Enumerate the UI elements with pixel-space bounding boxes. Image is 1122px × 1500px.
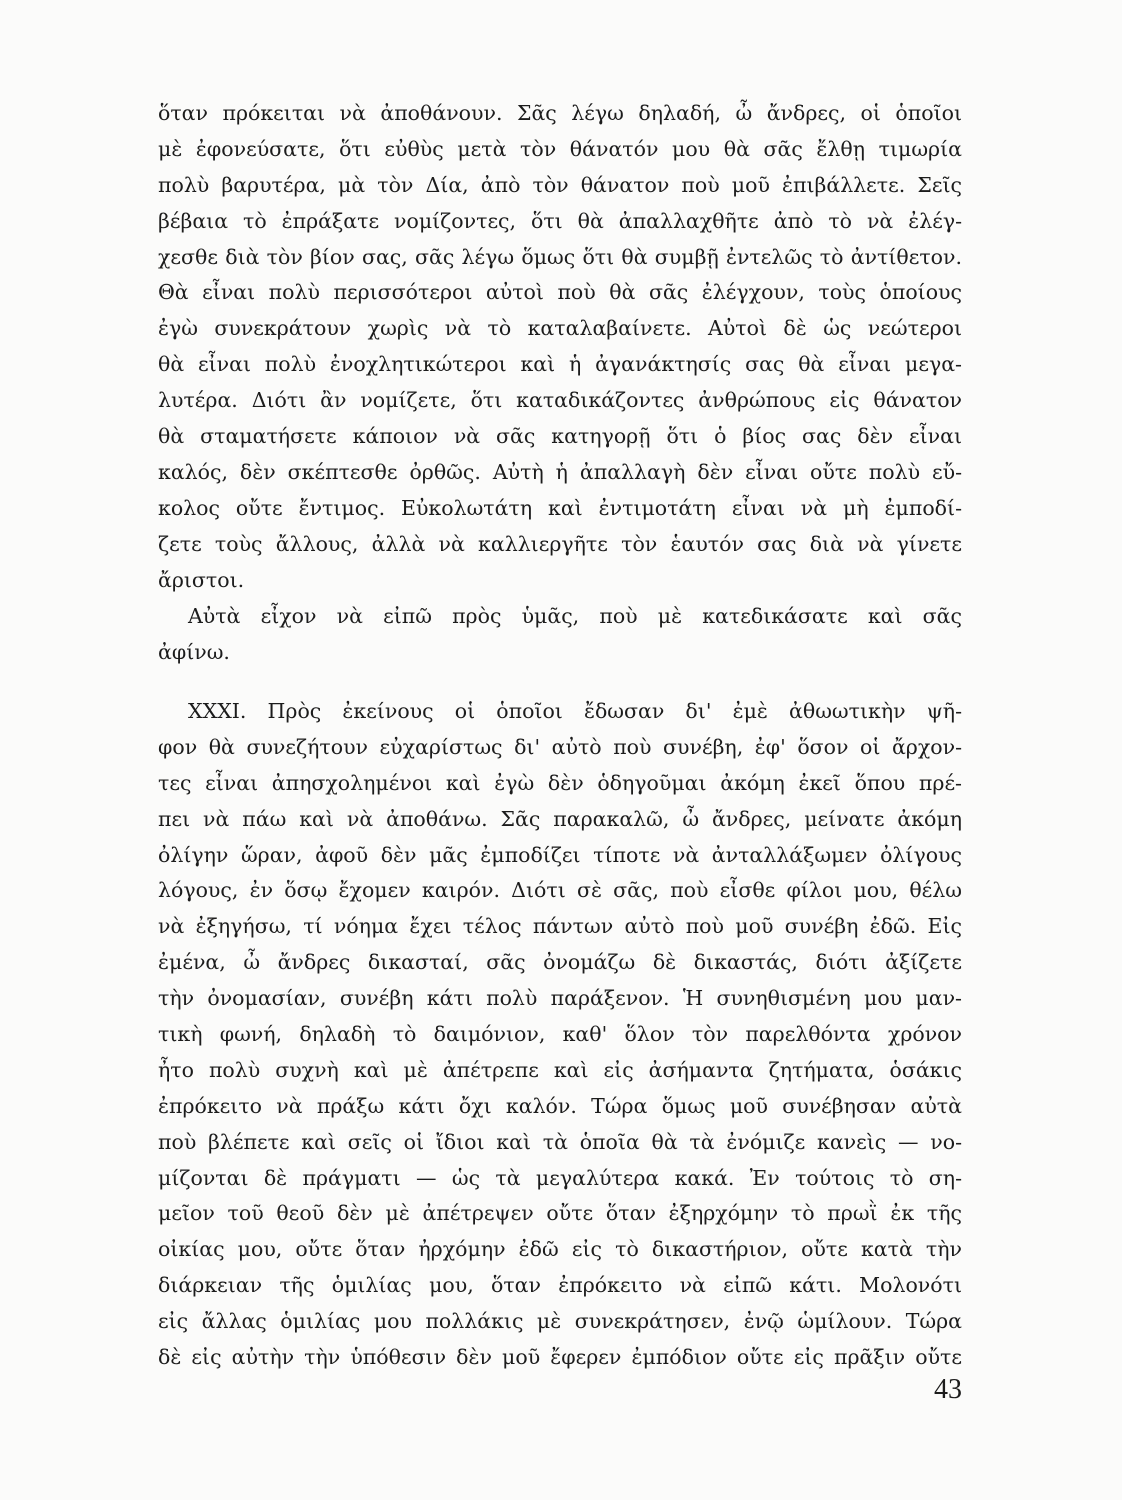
- paragraph-1: [158, 96, 962, 598]
- text-line: Θὰ εἶναι πολὺ περισσότεροι αὐτοὶ ποὺ θὰ σᾶς ἐλέγχουν, τοὺς ὁποίους: [158, 280, 962, 305]
- text-line: κολος οὔτε ἔντιμος. Εὐκολωτάτη καὶ ἐντιμοτάτη εἶναι νὰ μὴ ἐμποδί-: [158, 495, 962, 520]
- text-line: πει νὰ πάω καὶ νὰ ἀποθάνω. Σᾶς παρακαλῶ, ὦ ἄνδρες, μείνατε ἀκόμη: [158, 806, 962, 831]
- text-line: ὀλίγην ὥραν, ἀφοῦ δὲν μᾶς ἐμποδίζει τίποτε νὰ ἀνταλλάξωμεν ὀλίγους: [158, 842, 962, 867]
- text-line: λυτέρα. Διότι ἂν νομίζετε, ὅτι καταδικάζοντες ἀνθρώπους εἰς θάνατον: [158, 388, 962, 413]
- text-line: ἐγὼ συνεκράτουν χωρὶς νὰ τὸ καταλαβαίνετε. Αὐτοὶ δὲ ὡς νεώτεροι: [158, 316, 962, 341]
- text-line: οἰκίας μου, οὔτε ὅταν ἠρχόμην ἐδῶ εἰς τὸ δικαστήριον, οὔτε κατὰ τὴν: [158, 1237, 962, 1262]
- page-number: 43: [934, 1374, 962, 1405]
- text-line: ἐμένα, ὦ ἄνδρες δικασταί, σᾶς ὀνομάζω δὲ δικαστάς, διότι ἀξίζετε: [158, 950, 962, 975]
- text-line: χεσθε διὰ τὸν βίον σας, σᾶς λέγω ὅμως ὅτι θὰ συμβῇ ἐντελῶς τὸ ἀντίθετον.: [158, 244, 962, 269]
- text-line: νὰ ἐξηγήσω, τί νόημα ἔχει τέλος πάντων αὐτὸ ποὺ μοῦ συνέβη ἐδῶ. Εἰς: [158, 914, 962, 939]
- text-line: τες εἶναι ἀπησχολημένοι καὶ ἐγὼ δὲν ὁδηγοῦμαι ἀκόμη ἐκεῖ ὅπου πρέ-: [158, 770, 962, 795]
- text-line: θὰ εἶναι πολὺ ἐνοχλητικώτεροι καὶ ἡ ἀγανάκτησίς σας θὰ εἶναι μεγα-: [158, 352, 962, 377]
- text-line: ζετε τοὺς ἄλλους, ἀλλὰ νὰ καλλιεργῆτε τὸν ἑαυτόν σας διὰ νὰ γίνετε: [158, 531, 962, 556]
- text-line: διάρκειαν τῆς ὁμιλίας μου, ὅταν ἐπρόκειτο νὰ εἰπῶ κάτι. Μολονότι: [158, 1273, 962, 1298]
- text-line: καλός, δὲν σκέπτεσθε ὀρθῶς. Αὐτὴ ἡ ἀπαλλαγὴ δὲν εἶναι οὔτε πολὺ εὔ-: [158, 459, 962, 484]
- text-line: μίζονται δὲ πράγματι — ὡς τὰ μεγαλύτερα κακά. Ἐν τούτοις τὸ ση-: [158, 1165, 962, 1190]
- text-line: πολὺ βαρυτέρα, μὰ τὸν Δία, ἀπὸ τὸν θάνατον ποὺ μοῦ ἐπιβάλλετε. Σεῖς: [158, 172, 962, 197]
- text-line: ἄριστοι.: [158, 567, 245, 592]
- paragraph-3: [158, 694, 962, 1376]
- text-line: εἰς ἄλλας ὁμιλίας μου πολλάκις μὲ συνεκράτησεν, ἐνῷ ὡμίλουν. Τώρα: [158, 1309, 962, 1334]
- text-line: XXXI. Πρὸς ἐκείνους οἱ ὁποῖοι ἔδωσαν δι' ἐμὲ ἀθωωτικὴν ψῆ-: [188, 699, 962, 723]
- text-line: λόγους, ἐν ὅσῳ ἔχομεν καιρόν. Διότι σὲ σᾶς, ποὺ εἶσθε φίλοι μου, θέλω: [158, 878, 962, 903]
- text-line: ὅταν πρόκειται νὰ ἀποθάνουν. Σᾶς λέγω δηλαδή, ὦ ἄνδρες, οἱ ὁποῖοι: [158, 101, 962, 125]
- text-line: ποὺ βλέπετε καὶ σεῖς οἱ ἴδιοι καὶ τὰ ὁποῖα θὰ τὰ ἐνόμιζε κανεὶς — νο-: [158, 1129, 962, 1154]
- text-line: Αὐτὰ εἶχον νὰ εἰπῶ πρὸς ὑμᾶς, ποὺ μὲ κατεδικάσατε καὶ σᾶς: [188, 604, 962, 628]
- text-line: μὲ ἐφονεύσατε, ὅτι εὐθὺς μετὰ τὸν θάνατόν μου θὰ σᾶς ἔλθῃ τιμωρία: [158, 136, 962, 161]
- text-line: μεῖον τοῦ θεοῦ δὲν μὲ ἀπέτρεψεν οὔτε ὅταν ἐξηρχόμην τὸ πρωῒ ἐκ τῆς: [158, 1201, 962, 1226]
- text-line: τικὴ φωνή, δηλαδὴ τὸ δαιμόνιον, καθ' ὅλον τὸν παρελθόντα χρόνον: [158, 1022, 962, 1047]
- text-line: ἐπρόκειτο νὰ πράξω κάτι ὄχι καλόν. Τώρα ὅμως μοῦ συνέβησαν αὐτὰ: [158, 1093, 962, 1118]
- text-line: ἀφίνω.: [158, 639, 230, 664]
- text-line: θὰ σταματήσετε κάποιον νὰ σᾶς κατηγορῇ ὅτι ὁ βίος σας δὲν εἶναι: [158, 424, 962, 449]
- text-line: τὴν ὀνομασίαν, συνέβη κάτι πολὺ παράξενον. Ἡ συνηθισμένη μου μαν-: [158, 986, 962, 1011]
- paragraph-2: [158, 599, 962, 671]
- text-line: ἦτο πολὺ συχνὴ καὶ μὲ ἀπέτρεπε καὶ εἰς ἀσήμαντα ζητήματα, ὁσάκις: [158, 1057, 962, 1082]
- text-line: δὲ εἰς αὐτὴν τὴν ὑπόθεσιν δὲν μοῦ ἔφερεν ἐμπόδιον οὔτε εἰς πρᾶξιν οὔτε: [158, 1345, 962, 1370]
- text-line: βέβαια τὸ ἐπράξατε νομίζοντες, ὅτι θὰ ἀπαλλαχθῆτε ἀπὸ τὸ νὰ ἐλέγ-: [158, 208, 962, 233]
- text-line: φον θὰ συνεζήτουν εὐχαρίστως δι' αὐτὸ ποὺ συνέβη, ἐφ' ὅσον οἱ ἄρχον-: [158, 734, 962, 759]
